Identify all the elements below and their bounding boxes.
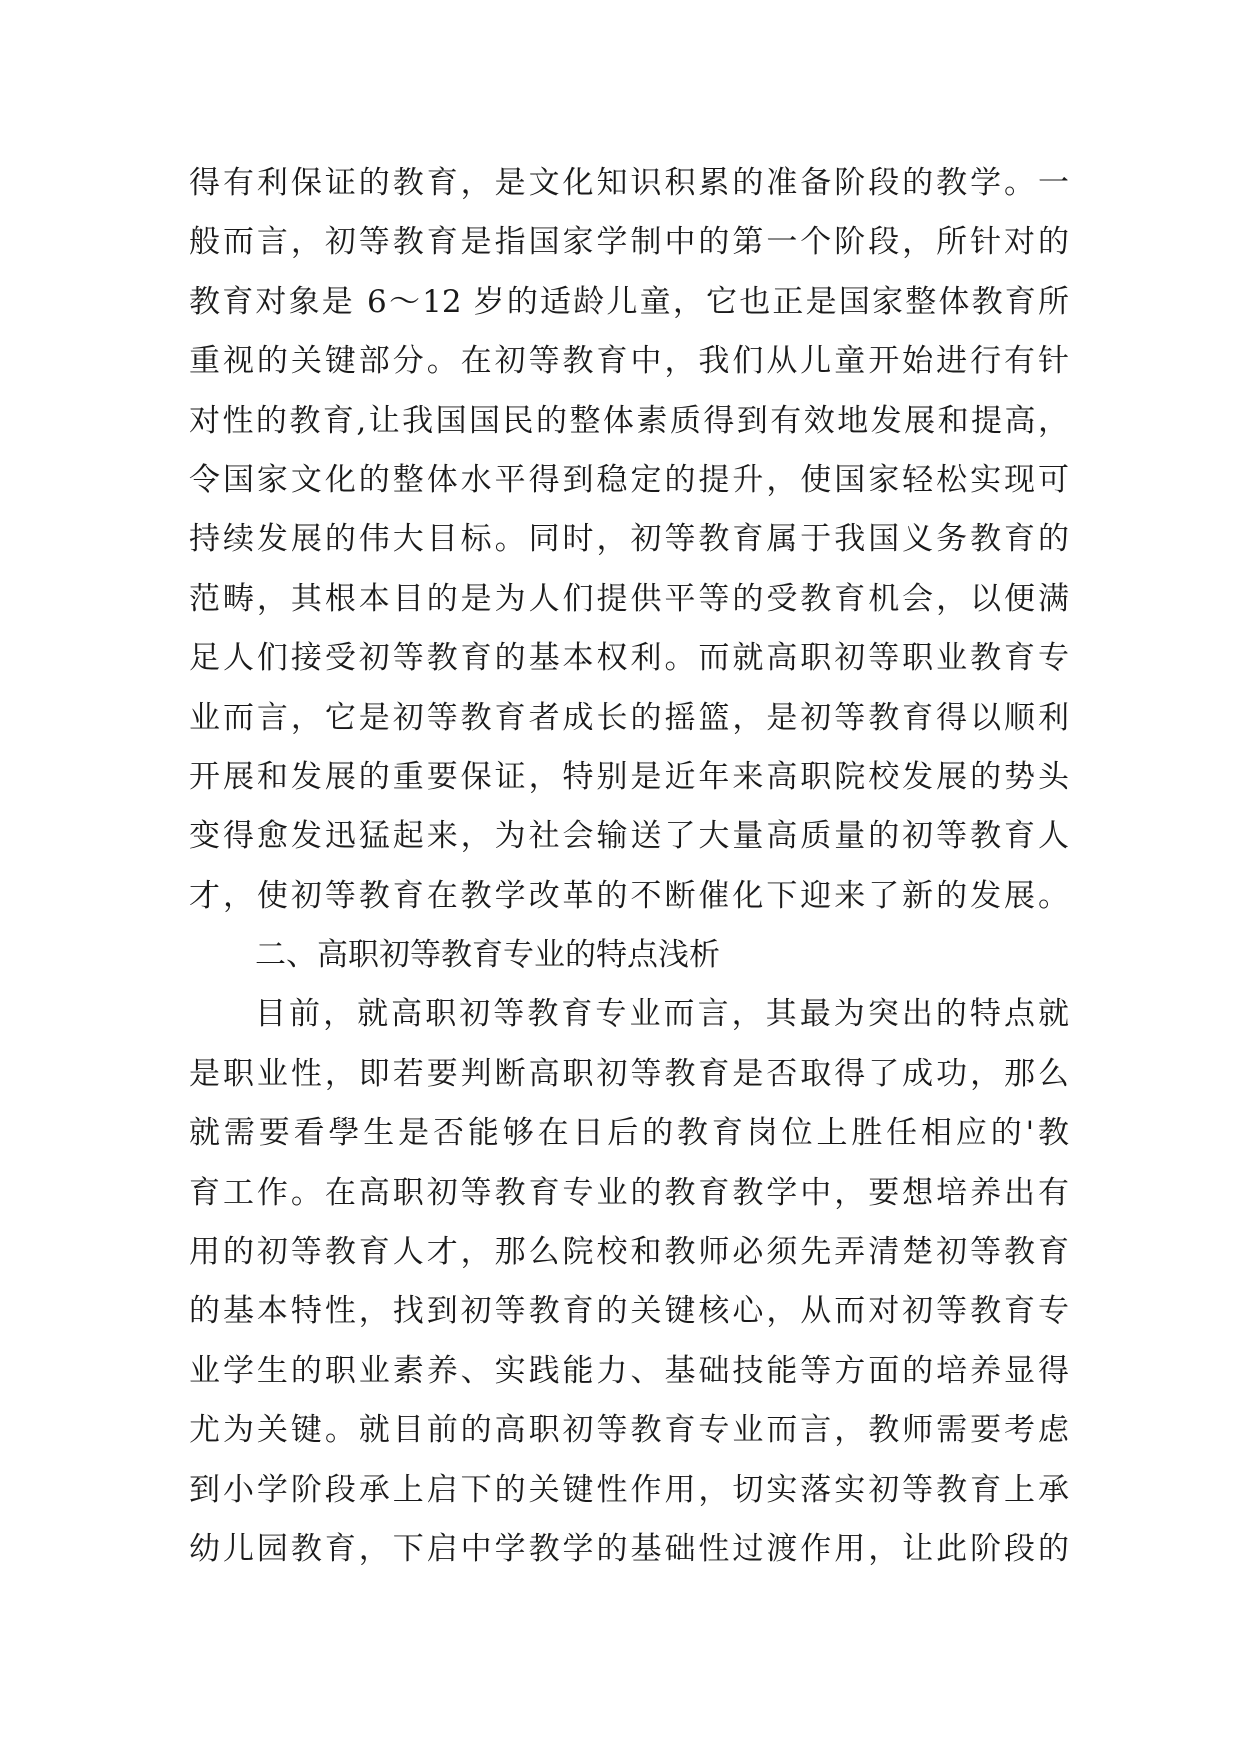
paragraph-line: 是职业性，即若要判断高职初等教育是否取得了成功，那么: [189, 1055, 1069, 1092]
paragraph-line: 育工作。在高职初等教育专业的教育教学中，要想培养出有: [189, 1174, 1069, 1211]
paragraph-line: 业学生的职业素养、实践能力、基础技能等方面的培养显得: [189, 1352, 1069, 1389]
paragraph-line: 变得愈发迅猛起来，为社会输送了大量高质量的初等教育人: [189, 818, 1069, 855]
paragraph-line: 业而言，它是初等教育者成长的摇篮，是初等教育得以顺利: [189, 699, 1069, 736]
paragraph-line: 用的初等教育人才，那么院校和教师必须先弄清楚初等教育: [189, 1234, 1069, 1271]
document-body: [189, 154, 1069, 1579]
paragraph-line: 尤为关键。就目前的高职初等教育专业而言，教师需要考虑: [189, 1412, 1069, 1449]
paragraph-line: 教育对象是 6～12 岁的适龄儿童，它也正是国家整体教育所: [189, 283, 1069, 320]
section-heading: 二、高职初等教育专业的特点浅析: [255, 937, 720, 974]
paragraph-line: 令国家文化的整体水平得到稳定的提升，使国家轻松实现可: [189, 461, 1069, 498]
paragraph-line: 持续发展的伟大目标。同时，初等教育属于我国义务教育的: [189, 521, 1069, 558]
paragraph-line: 重视的关键部分。在初等教育中，我们从儿童开始进行有针: [189, 343, 1069, 380]
paragraph-line: 得有利保证的教育，是文化知识积累的准备阶段的教学。一: [189, 165, 1069, 201]
paragraph-line: 开展和发展的重要保证，特别是近年来高职院校发展的势头: [189, 758, 1069, 795]
paragraph-line: 般而言，初等教育是指国家学制中的第一个阶段，所针对的: [189, 224, 1069, 261]
paragraph-line: 足人们接受初等教育的基本权利。而就高职初等职业教育专: [189, 640, 1069, 677]
paragraph-line: 的基本特性，找到初等教育的关键核心，从而对初等教育专: [189, 1293, 1069, 1330]
paragraph-line: 幼儿园教育，下启中学教学的基础性过渡作用，让此阶段的: [189, 1530, 1069, 1567]
paragraph-line: 对性的教育,让我国国民的整体素质得到有效地发展和提高，: [189, 402, 1069, 439]
paragraph-line: 就需要看學生是否能够在日后的教育岗位上胜任相应的'教: [189, 1115, 1069, 1152]
paragraph-line: 目前，就高职初等教育专业而言，其最为突出的特点就: [255, 996, 1069, 1033]
paragraph-line: 到小学阶段承上启下的关键性作用，切实落实初等教育上承: [189, 1471, 1069, 1508]
paragraph-line: 范畴，其根本目的是为人们提供平等的受教育机会，以便满: [189, 580, 1069, 617]
paragraph-line: 才，使初等教育在教学改革的不断催化下迎来了新的发展。: [189, 877, 1069, 914]
